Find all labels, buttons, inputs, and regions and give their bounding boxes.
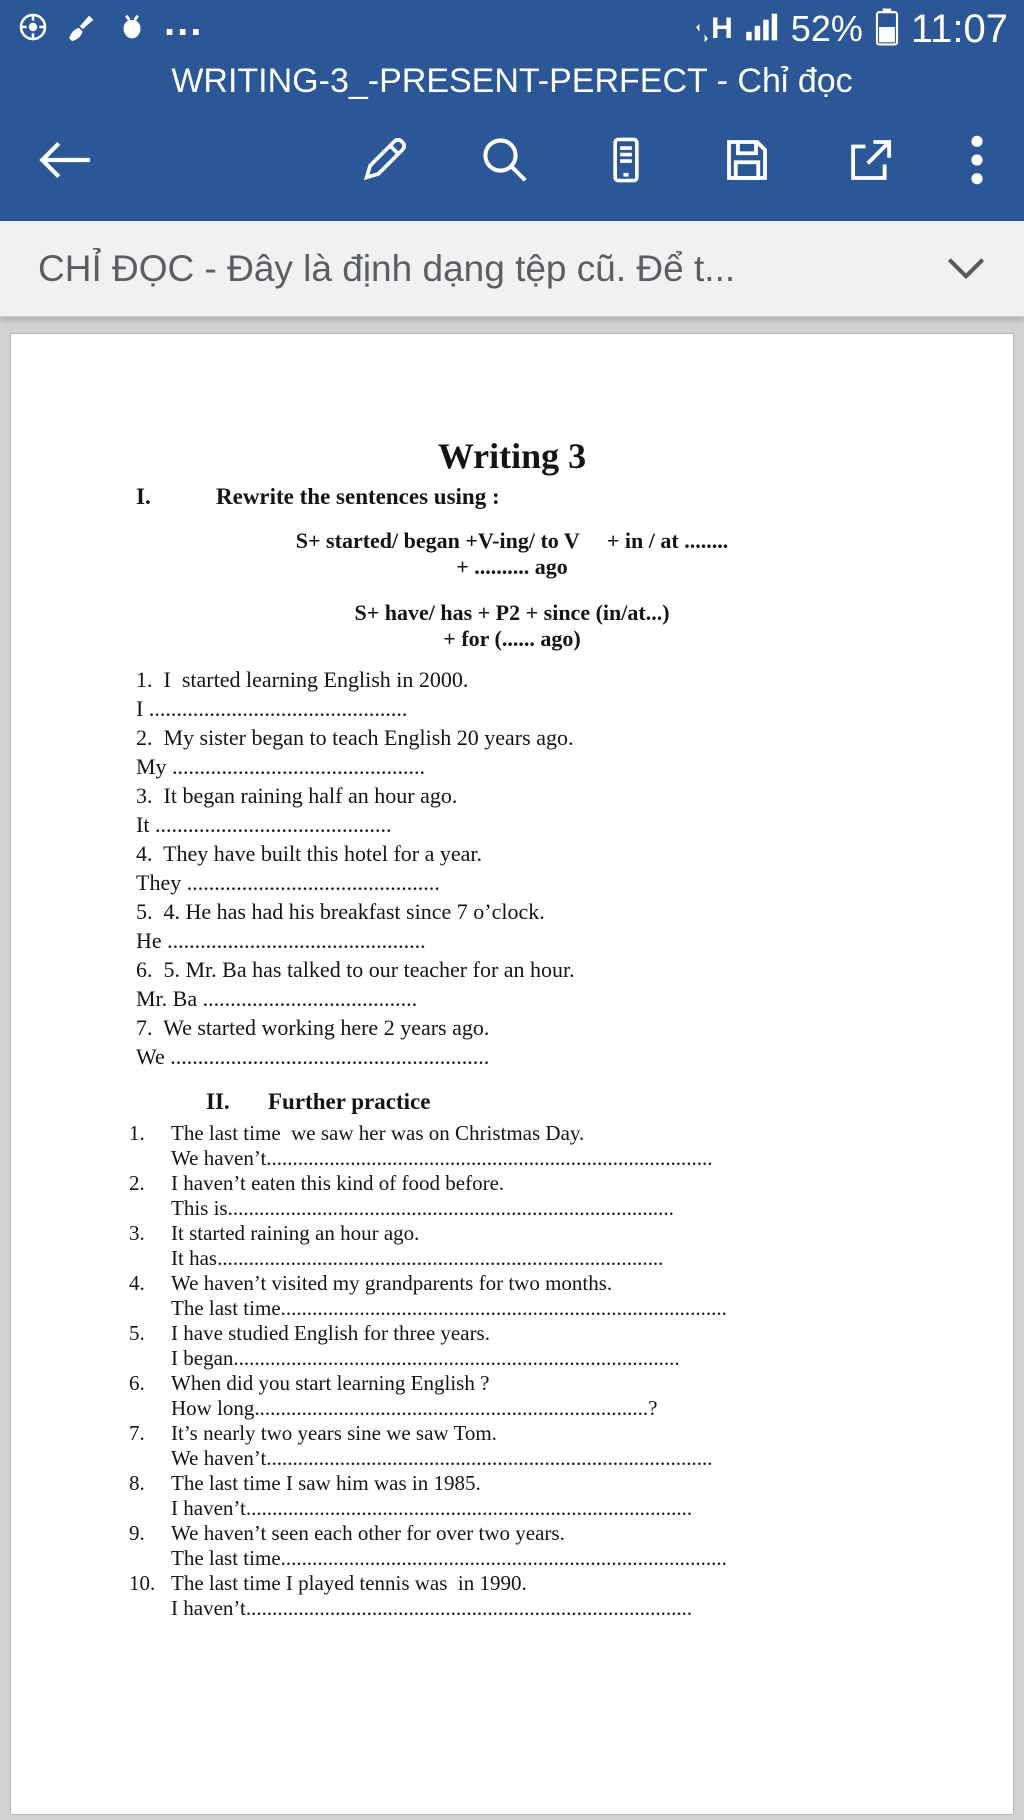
formula-block-2 <box>11 600 1013 652</box>
doc-heading: Writing 3 <box>437 436 587 476</box>
search-button[interactable] <box>478 133 532 187</box>
edit-button[interactable] <box>358 134 410 186</box>
answer-line: I haven’t..................................................................................... <box>171 1496 693 1520</box>
notification-icon-3 <box>114 10 150 49</box>
back-arrow-icon <box>36 137 94 183</box>
exercise-row <box>129 1271 1013 1296</box>
exercise-line: The last time I saw him was in 1985. <box>171 1471 481 1495</box>
overflow-menu-button[interactable] <box>966 132 988 188</box>
answer-line: The last time..................................................................................... <box>171 1296 727 1320</box>
document-scroll-area[interactable] <box>0 317 1024 1815</box>
formula-block-1 <box>11 528 1013 580</box>
section1-heading-text: Rewrite the sentences using : <box>216 484 500 509</box>
battery-percent-label: 52% <box>790 8 863 49</box>
notification-icon-1 <box>16 10 50 49</box>
exercise-line: 7. We started working here 2 years ago. <box>136 1015 490 1040</box>
answer-line: It ........................................... <box>136 812 392 837</box>
exercise-row <box>129 1321 1013 1346</box>
formula2-line2: + for (...... ago) <box>443 626 581 651</box>
exercise-line: 3. It began raining half an hour ago. <box>136 783 458 808</box>
save-floppy-icon <box>720 133 774 187</box>
item-number: 4. <box>129 1271 145 1295</box>
section1-heading <box>136 484 1013 510</box>
share-button[interactable] <box>842 133 898 187</box>
exercise-row <box>129 1371 1013 1396</box>
item-number: 7. <box>129 1421 145 1445</box>
section1-items <box>136 665 1013 1071</box>
exercise-line: We haven’t visited my grandparents for two months. <box>171 1271 613 1295</box>
document-title-bar <box>0 58 1024 113</box>
chevron-down-icon[interactable] <box>926 248 986 290</box>
answer-line: The last time..................................................................................... <box>171 1546 727 1570</box>
readonly-banner[interactable] <box>0 221 1024 317</box>
pencil-icon <box>358 134 410 186</box>
formula1-line1: S+ started/ began +V-ing/ to V + in / at ........ <box>295 528 729 553</box>
answer-line: We haven’t..................................................................................... <box>171 1146 713 1170</box>
mobile-view-icon <box>600 133 652 187</box>
answer-line: We haven’t..................................................................................... <box>171 1446 713 1470</box>
answer-line: He ............................................... <box>136 928 426 953</box>
item-number: 5. <box>129 1321 145 1345</box>
exercise-line: I haven’t eaten this kind of food before. <box>171 1171 505 1195</box>
document-title-text: WRITING-3_-PRESENT-PERFECT - Chỉ đọc <box>171 62 853 100</box>
answer-line: My .............................................. <box>136 754 426 779</box>
answer-line: It has..................................................................................... <box>171 1246 664 1270</box>
toolbar <box>0 113 1024 221</box>
exercise-line: 5. 4. He has had his breakfast since 7 o’clock. <box>136 899 545 924</box>
status-indicators <box>695 7 1008 52</box>
exercise-line: 1. I started learning English in 2000. <box>136 667 469 692</box>
document-page <box>10 333 1014 1815</box>
answer-line: They .............................................. <box>136 870 440 895</box>
answer-line: Mr. Ba ....................................... <box>136 986 418 1011</box>
notification-icons <box>16 0 204 49</box>
item-number: 1. <box>129 1121 145 1145</box>
item-number: 9. <box>129 1521 145 1545</box>
signal-strength-icon <box>745 12 779 47</box>
exercise-line: I have studied English for three years. <box>171 1321 490 1345</box>
exercise-line: 4. They have built this hotel for a year. <box>136 841 483 866</box>
network-type-indicator: H <box>695 12 733 46</box>
battery-icon <box>875 8 899 51</box>
save-button[interactable] <box>720 133 774 187</box>
exercise-line: We haven’t seen each other for over two years. <box>171 1521 565 1545</box>
answer-line: We .......................................................... <box>136 1044 490 1069</box>
back-button[interactable] <box>36 137 94 183</box>
item-number: 8. <box>129 1471 145 1495</box>
answer-line: I began..................................................................................... <box>171 1346 680 1370</box>
item-number: 10. <box>129 1571 156 1595</box>
exercise-line: 6. 5. Mr. Ba has talked to our teacher for an hour. <box>136 957 575 982</box>
exercise-row <box>129 1571 1013 1596</box>
exercise-line: When did you start learning English ? <box>171 1371 490 1395</box>
answer-line: This is..................................................................................... <box>171 1196 674 1220</box>
section2-heading-text: Further practice <box>268 1089 431 1114</box>
exercise-row <box>129 1471 1013 1496</box>
notification-icon-2 <box>64 10 100 49</box>
clock-label: 11:07 <box>910 6 1008 51</box>
share-icon <box>842 133 898 187</box>
answer-line: I ............................................... <box>136 696 408 721</box>
readonly-banner-text: CHỈ ĐỌC - Đây là định dạng tệp cũ. Để t... <box>38 247 736 289</box>
answer-line: I haven’t..................................................................................... <box>171 1596 693 1620</box>
section2-numeral: II. <box>206 1089 230 1114</box>
exercise-row <box>129 1521 1013 1546</box>
mobile-view-button[interactable] <box>600 133 652 187</box>
item-number: 3. <box>129 1221 145 1245</box>
status-bar <box>0 0 1024 58</box>
section2-items <box>11 1121 1013 1621</box>
answer-line: How long...........................................................................? <box>171 1396 658 1420</box>
exercise-row <box>129 1221 1013 1246</box>
exercise-row <box>129 1421 1013 1446</box>
exercise-line: It started raining an hour ago. <box>171 1221 420 1245</box>
item-number: 6. <box>129 1371 145 1395</box>
exercise-line: The last time we saw her was on Christmas Day. <box>171 1121 585 1145</box>
section2-heading <box>206 1089 1013 1115</box>
exercise-line: The last time I played tennis was in 1990. <box>171 1571 527 1595</box>
exercise-row <box>129 1171 1013 1196</box>
item-number: 2. <box>129 1171 145 1195</box>
section1-numeral: I. <box>136 484 151 509</box>
formula1-line2: + .......... ago <box>456 554 568 579</box>
app-header <box>0 0 1024 221</box>
exercise-line: It’s nearly two years sine we saw Tom. <box>171 1421 497 1445</box>
search-icon <box>478 133 532 187</box>
exercise-line: 2. My sister began to teach English 20 years ago. <box>136 725 574 750</box>
notification-more-indicator: ... <box>164 0 204 44</box>
exercise-row <box>129 1121 1013 1146</box>
formula2-line1: S+ have/ has + P2 + since (in/at...) <box>354 600 670 625</box>
more-vertical-icon <box>966 132 988 188</box>
